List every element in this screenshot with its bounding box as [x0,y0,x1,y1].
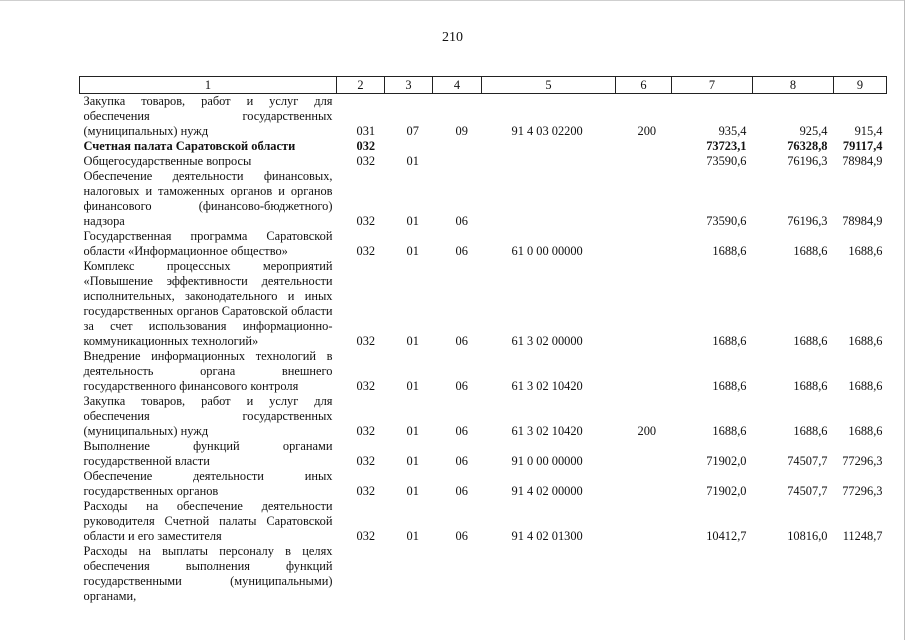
row-value-8 [753,544,834,604]
row-value-7: 10412,7 [706,529,747,543]
row-value-7: 71902,0 [706,454,747,468]
row-subsection: 06 [455,334,468,348]
row-target-item: 61 0 00 00000 [511,244,583,258]
row-target-item [482,154,616,169]
row-subsection [433,544,482,604]
row-section: 01 [406,454,419,468]
table-row [80,469,887,499]
row-value-7: 1688,6 [712,244,747,258]
table-row [80,499,887,544]
table-row [80,439,887,469]
row-value-9: 1688,6 [848,244,883,258]
row-value-8: 74507,7 [787,454,828,468]
table-row [80,394,887,439]
row-value-8: 74507,7 [787,484,828,498]
row-ministry-code: 032 [356,334,376,348]
row-target-item [482,544,616,604]
row-target-item [482,139,616,154]
row-value-7: 73590,6 [706,214,747,228]
row-value-9: 78984,9 [842,214,883,228]
row-subsection: 09 [455,124,468,138]
row-target-item: 91 4 02 01300 [511,529,583,543]
row-value-7: 1688,6 [712,379,747,393]
row-section: 01 [406,214,419,228]
row-target-item: 61 3 02 10420 [511,379,583,393]
table-row [80,154,887,169]
budget-table [79,76,887,604]
column-header: 9 [834,77,887,94]
row-value-7: 1688,6 [712,334,747,348]
row-section [385,139,433,154]
row-ministry-code: 032 [356,454,376,468]
row-value-9: 1688,6 [848,424,883,438]
row-value-7: 935,4 [718,124,747,138]
column-header: 6 [616,77,672,94]
row-name: Счетная палата Саратовской области [83,139,296,153]
row-expense-type [616,229,672,259]
row-section [385,544,433,604]
row-expense-type [616,139,672,154]
row-expense-type: 200 [637,424,657,438]
row-name: Общегосударственные вопросы [83,154,252,168]
row-value-8: 1688,6 [793,244,828,258]
row-section: 01 [406,334,419,348]
row-value-8: 1688,6 [793,379,828,393]
row-value-8: 76196,3 [787,214,828,228]
row-value-7: 73590,6 [706,154,747,168]
row-value-7: 71902,0 [706,484,747,498]
row-subsection: 06 [455,454,468,468]
table-row [80,139,887,154]
row-value-9: 78984,9 [842,154,883,168]
row-expense-type [616,439,672,469]
row-value-8: 925,4 [799,124,828,138]
row-value-9: 915,4 [854,124,883,138]
row-subsection [433,139,482,154]
row-ministry-code: 032 [356,214,376,228]
row-target-item: 91 4 02 00000 [511,484,583,498]
row-ministry-code: 032 [356,139,376,153]
row-expense-type: 200 [637,124,657,138]
row-name: Выполнение функций органами государственной власти [83,439,333,468]
page-edge-top [0,0,905,1]
row-ministry-code: 032 [356,424,376,438]
table-row [80,544,887,604]
row-section: 01 [406,484,419,498]
column-header: 8 [753,77,834,94]
row-expense-type [616,154,672,169]
row-value-9 [834,544,887,604]
row-ministry-code: 032 [356,484,376,498]
row-section: 01 [406,379,419,393]
row-value-7: 1688,6 [712,424,747,438]
column-header: 3 [385,77,433,94]
row-value-9: 1688,6 [848,334,883,348]
row-section: 01 [406,424,419,438]
row-subsection: 06 [455,484,468,498]
row-section: 01 [406,154,419,168]
row-value-8: 76328,8 [787,139,828,153]
row-ministry-code: 032 [356,379,376,393]
row-name: Расходы на выплаты персоналу в целях обеспечения выполнения функций государственными (муниципальными) органами, [83,544,333,603]
row-target-item: 91 0 00 00000 [511,454,583,468]
row-name: Комплекс процессных мероприятий «Повышение эффективности деятельности исполнительных, законодательного и иных государственных органов Саратовской области за счет использования информационно-коммуникационных технологий» [83,259,333,348]
row-value-7 [672,544,753,604]
table-row [80,349,887,394]
row-ministry-code: 032 [356,244,376,258]
row-target-item: 91 4 03 02200 [511,124,583,138]
row-value-9: 77296,3 [842,484,883,498]
row-expense-type [616,169,672,229]
column-header: 7 [672,77,753,94]
row-value-9: 1688,6 [848,379,883,393]
column-header: 5 [482,77,616,94]
table-row [80,259,887,349]
table-header-row [80,77,887,94]
column-header: 1 [80,77,337,94]
row-ministry-code [337,544,385,604]
row-ministry-code: 032 [356,154,376,168]
row-value-8: 1688,6 [793,424,828,438]
row-name: Закупка товаров, работ и услуг для обеспечения государственных (муниципальных) нужд [83,94,333,138]
row-value-9: 11248,7 [842,529,883,543]
row-expense-type [616,469,672,499]
row-ministry-code: 032 [356,529,376,543]
row-subsection: 06 [455,214,468,228]
row-name: Государственная программа Саратовской области «Информационное общество» [83,229,333,258]
row-expense-type [616,349,672,394]
row-subsection: 06 [455,424,468,438]
row-target-item: 61 3 02 10420 [511,424,583,438]
row-expense-type [616,499,672,544]
row-value-7: 73723,1 [706,139,747,153]
table-row [80,229,887,259]
row-ministry-code: 031 [356,124,376,138]
table-row [80,169,887,229]
row-value-9: 77296,3 [842,454,883,468]
row-section: 01 [406,529,419,543]
row-subsection: 06 [455,244,468,258]
table-row [80,94,887,140]
row-expense-type [616,259,672,349]
row-expense-type [616,544,672,604]
row-section: 07 [406,124,419,138]
row-name: Закупка товаров, работ и услуг для обеспечения государственных (муниципальных) нужд [83,394,333,438]
row-value-8: 1688,6 [793,334,828,348]
row-target-item: 61 3 02 00000 [511,334,583,348]
row-subsection: 06 [455,529,468,543]
row-name: Расходы на обеспечение деятельности руководителя Счетной палаты Саратовской области и его заместителя [83,499,333,543]
row-value-8: 76196,3 [787,154,828,168]
row-section: 01 [406,244,419,258]
row-subsection: 06 [455,379,468,393]
page-number: 210 [442,30,463,45]
row-name: Обеспечение деятельности финансовых, налоговых и таможенных органов и органов финансового (финансово-бюджетного) надзора [83,169,333,228]
row-name: Внедрение информационных технологий в деятельность органа внешнего государственного финансового контроля [83,349,333,393]
row-name: Обеспечение деятельности иных государственных органов [83,469,333,498]
row-value-8: 10816,0 [787,529,828,543]
column-header: 4 [433,77,482,94]
row-subsection [433,154,482,169]
column-header: 2 [337,77,385,94]
row-target-item [482,169,616,229]
row-value-9: 79117,4 [842,139,883,153]
